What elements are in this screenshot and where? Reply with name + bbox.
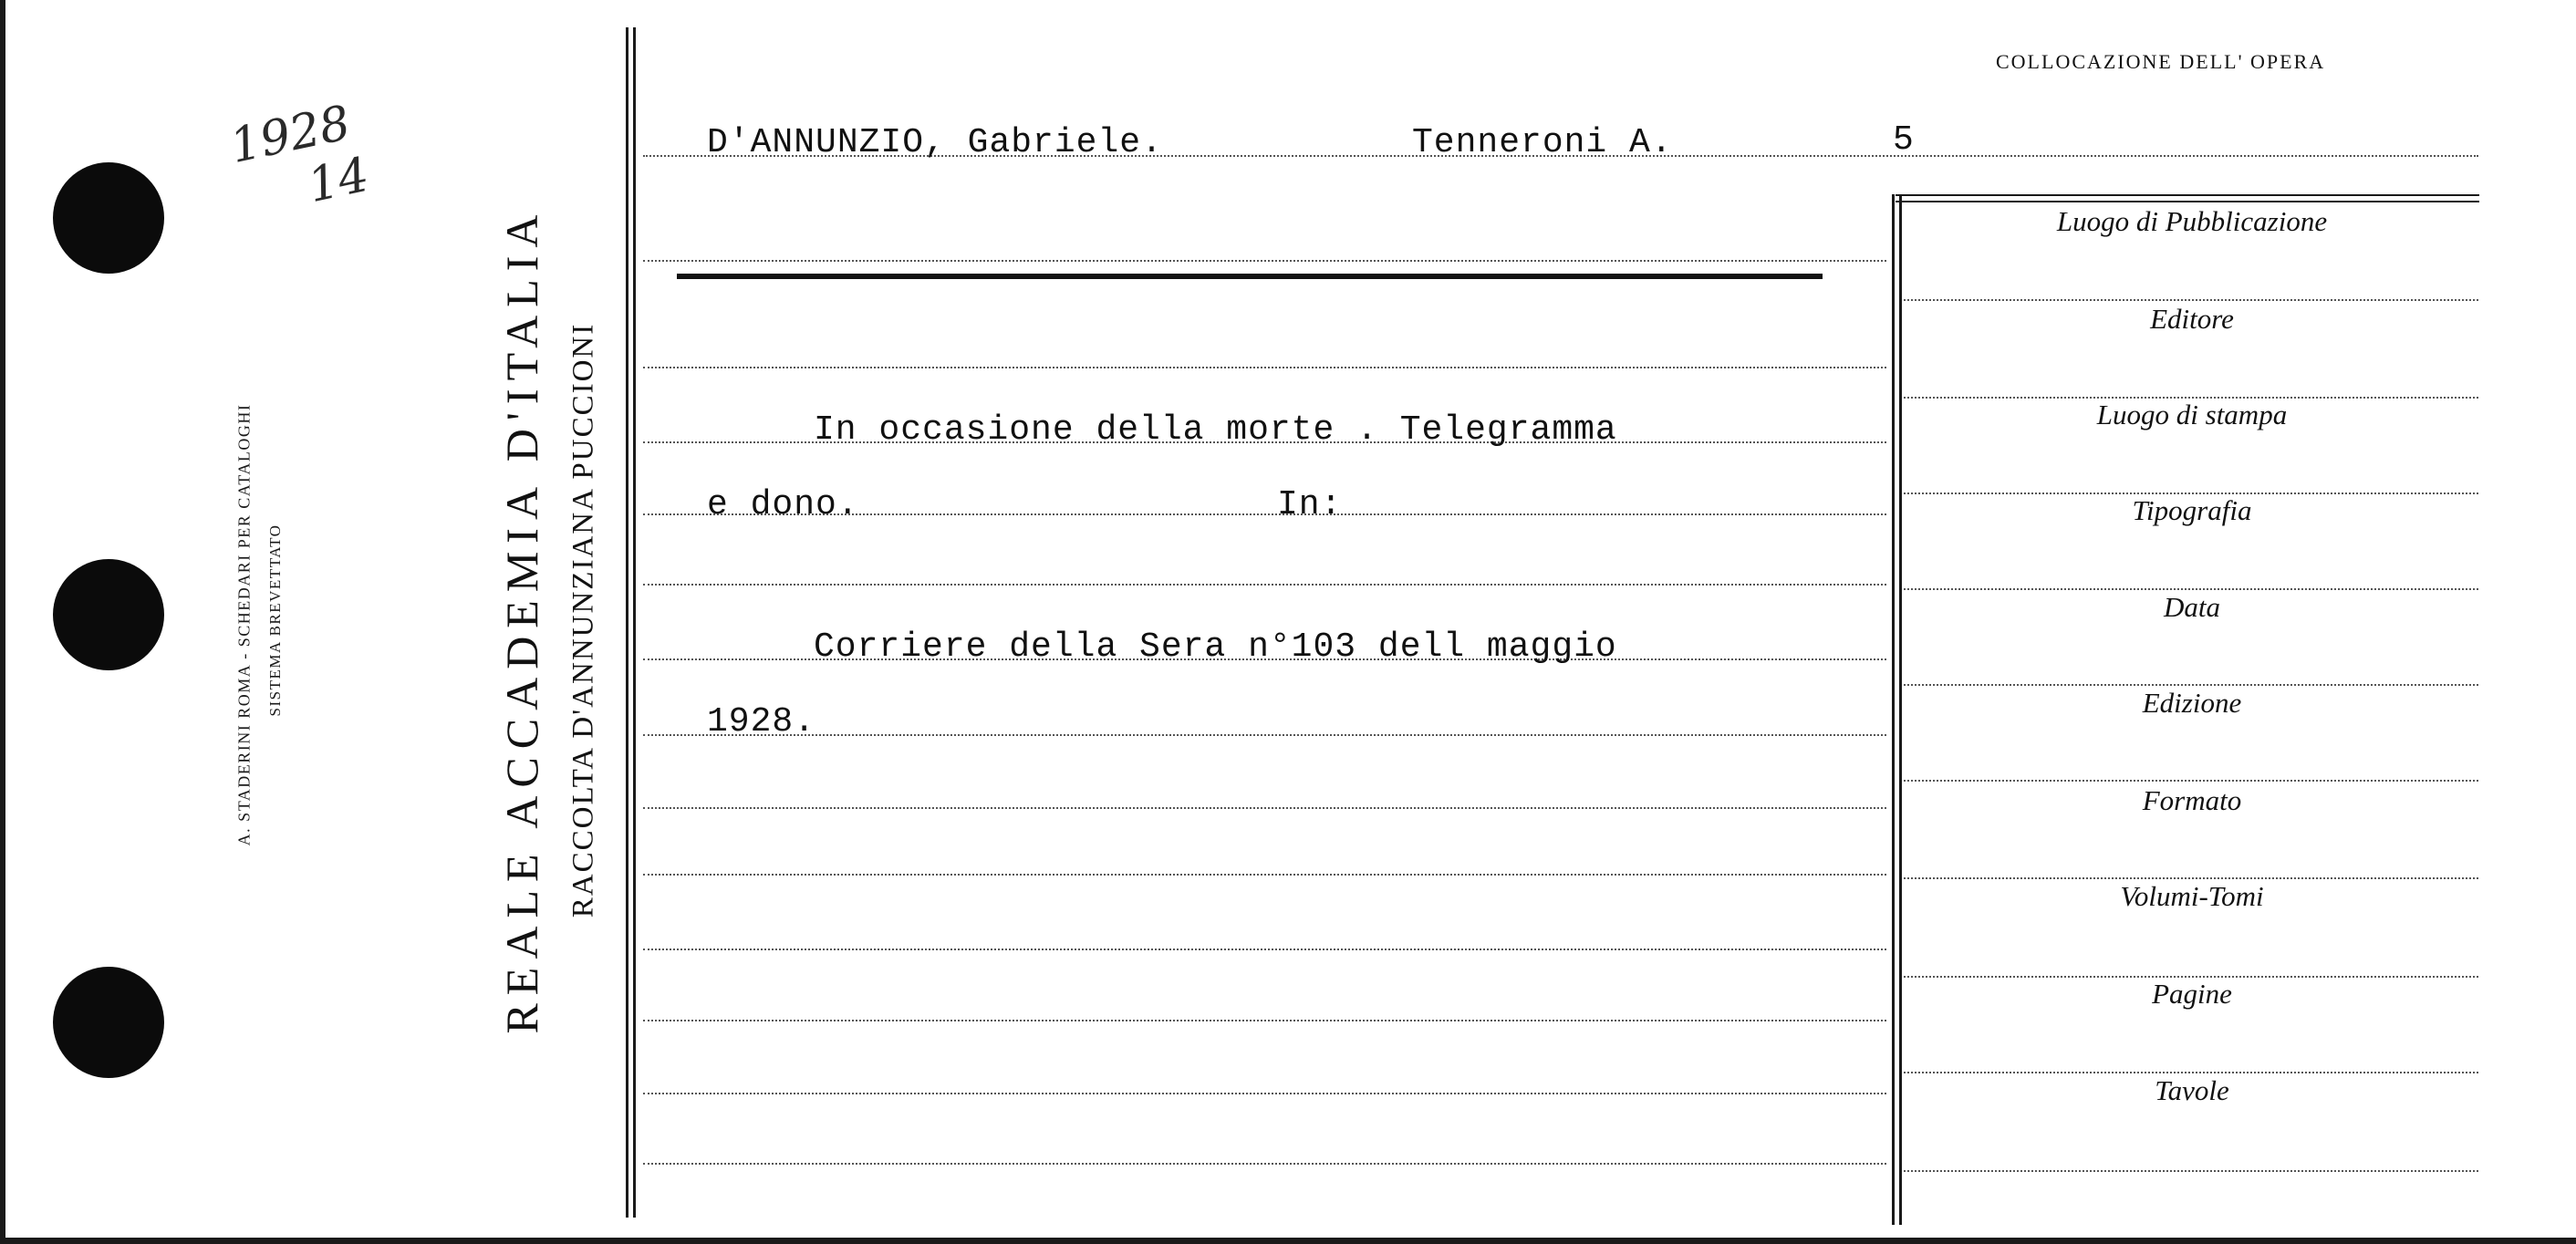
field-line — [1904, 1170, 2478, 1172]
field-label-format: Formato — [2142, 784, 2242, 816]
ruled-line — [643, 260, 1886, 262]
field-line — [1904, 299, 2478, 301]
ruled-line — [643, 874, 1886, 876]
field-line — [1904, 780, 2478, 782]
ruled-line — [643, 1093, 1886, 1094]
ruled-line — [643, 807, 1886, 809]
field-label-publisher: Editore — [2150, 303, 2234, 335]
handwritten-note-year: 1928 — [225, 95, 356, 175]
field-label-edition: Edizione — [2142, 687, 2242, 719]
ruled-line — [643, 734, 1886, 736]
ruled-line — [643, 949, 1886, 950]
printer-system-note: SISTEMA BREVETTATO — [266, 524, 284, 717]
recipient-name: Tenneroni A. — [1412, 123, 1673, 162]
field-label-place-of-printing: Luogo di stampa — [2096, 399, 2288, 430]
left-double-rule-a — [626, 27, 628, 1218]
institution-title: REALE ACCADEMIA D'ITALIA — [496, 206, 547, 1034]
entry-text-line-3: Corriere della Sera n°103 dell maggio — [814, 627, 1617, 667]
right-column-top-rule-b — [1896, 201, 2479, 202]
field-label-date: Data — [2164, 591, 2220, 623]
card-number: 5 — [1893, 120, 1915, 160]
field-label-volumes: Volumi-Tomi — [2120, 880, 2264, 912]
field-label-pages: Pagine — [2152, 978, 2232, 1010]
punch-hole-middle — [53, 559, 164, 670]
left-double-rule-b — [633, 27, 636, 1218]
field-label-printer: Tipografia — [2132, 494, 2252, 526]
author-name: D'ANNUNZIO, Gabriele. — [707, 123, 1163, 162]
card-left-edge — [0, 0, 5, 1244]
handwritten-note-number: 14 — [303, 147, 374, 214]
punch-hole-top — [53, 162, 164, 274]
ruled-line — [643, 1020, 1886, 1021]
field-line — [1904, 877, 2478, 879]
collocation-header: COLLOCAZIONE DELL' OPERA — [1996, 50, 2326, 73]
right-double-rule-a — [1892, 194, 1895, 1225]
card-bottom-edge — [0, 1238, 2576, 1244]
ruled-line — [643, 1163, 1886, 1165]
punch-hole-bottom — [53, 967, 164, 1078]
right-column-top-rule-a — [1896, 194, 2479, 196]
entry-source-prefix: In: — [1277, 485, 1343, 524]
ruled-line — [643, 584, 1886, 586]
field-label-place-of-publication: Luogo di Pubblicazione — [2056, 205, 2328, 237]
entry-text-line-1: In occasione della morte . Telegramma — [814, 410, 1617, 450]
printer-imprint: A. STADERINI ROMA - SCHEDARI PER CATALOGHI — [234, 403, 254, 846]
entry-text-line-4: 1928. — [707, 702, 816, 741]
entry-text-line-2: e dono. — [707, 485, 859, 524]
field-line — [1904, 684, 2478, 686]
ruled-line — [643, 367, 1886, 368]
field-line — [1904, 1072, 2478, 1073]
field-label-plates: Tavole — [2155, 1074, 2229, 1106]
heading-separator — [677, 274, 1823, 279]
collection-subtitle: RACCOLTA D'ANNUNZIANA PUCCIONI — [566, 322, 600, 918]
field-line — [1904, 588, 2478, 590]
